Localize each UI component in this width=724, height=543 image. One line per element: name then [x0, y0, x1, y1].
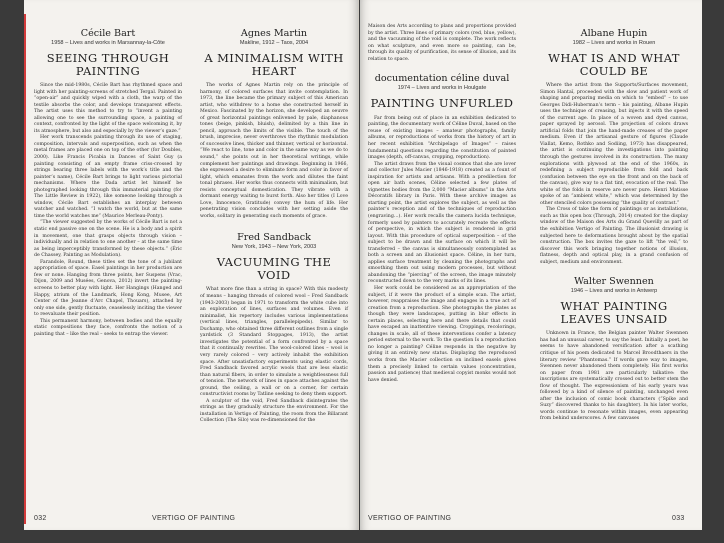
section-heading: WHAT PAINTING LEAVES UNSAID: [560, 299, 668, 326]
body-text: [34, 83, 182, 338]
section-heading: SEEING THROUGH PAINTING: [46, 51, 170, 78]
column-celine-duval: [368, 24, 516, 384]
paragraph: “The viewer suggested by the works of Cécile Bart is not a static end passive one on the scene. He is a body and a spirit in movement, one that grasps objects through vision – individually and in relation to one another – at the same time as being imperceptibly transformed by these objects.” (Éric de Chassey, Painting as Modulation).: [34, 220, 182, 259]
running-title: VERTIGO OF PAINTING: [368, 515, 452, 522]
body-text: [200, 287, 348, 424]
paragraph: The Cross of take the form of paintings or as installations, such as this open box (Through, 2014) created for the display window of the Maison des Arts du Grand Quevilly as part of the exhibition Vertigo of Painting. The illusionist drawing is subjected here to deformations brought about by the spatial construction. The box invites the gaze to lift “the veil,” to discover this work bringing together notions of illusion, flatness, depth and optical play, in a grand confusion of subject, medium and environment.: [540, 207, 688, 265]
column-agnes-martin: [200, 28, 348, 425]
left-page: [24, 0, 359, 530]
paragraph: Farandole, Round, these titles set the tone of a jubilant appropriation of space. Easel paintings in her production are few or none. Hanging from three points, her Suspens (Vrac, Dijon, 2009 and Musées, Genova, 2012) invert the painting-screens to better play with light. Her Hangings (Hanged and Happy, atrium of the Landmark, Hong Kong, Musee, Art Center of the Jeanne d’Arc Chapel, Thouars), attached by only one side, gently fluctuate, ceaselessly inciting the viewer to reevaluate their position.: [34, 259, 182, 318]
body-text: [540, 83, 688, 266]
running-title: VERTIGO OF PAINTING: [152, 515, 236, 522]
paragraph: What more fine than a string in space? With this modesty of means – hanging threads of colored wool – Fred Sandback (1943-2003) began in 1971 to transform the white cube into an exploration of lines, surfaces and volumes. Even if minimalist, his repertory includes various implementations (vertical lines, triangles, parallelepipeds). Similar to Duchamp, who obtained three different outlines from a single yardstick (3 Standard Stoppages, 1913), the artist investigates the potential of a form confronted by a space that it continually rewrites. The wool-colored lines – wool is very rarely colored – very actively inhabit the exhibition space. After unsatisfactory experiments using elastic cords, Fred Sandback favored acrylic wools that are less elastic than natural fibers, in order to simulate a weightlessness full of tension. The network of lines in space attaches against the ground, the ceiling, a wall or on a corner, for certain constructivist rooms by Tatline seeking to deny them support.: [200, 287, 348, 398]
paragraph: A sculptor of the void, Fred Sandback disintegrates the strings as they gradually structure the environment. For the installation in Vertigo of Painting, the room from the Billarant Collection (The Silo) was re-dimensioned for the: [200, 398, 348, 424]
body-text: [540, 331, 688, 423]
paragraph: Where the artist from the Supports/Surfaces movement, Simon Hantaï, proceeded with the slow and patient work of shaping and preparing media on which to “embed” – to use Georges Didi-Huberman’s term – his painting, Albane Hupin uses the technique of creasing, but injects it with the speed of the current age. In place of a woven and dyed canvas, paper sprayed by aerosol. The projection of colors draws artificial folds that join the hand-made creases of the paper medium. Even if the artisanal gesture of figures (Claude Viallat, Kemo, Rothko and Sodiing, 1973) has disappeared, the artist is continuing the investigations into painting through the gestures involved in its construction. The many explorations with plywood at the end of the 1960s, in redefining a subject reproducible from fold and back (confusion between the eye on the front and on the back of the canvas), give way to a flat tint, evocation of the real. The white of the folds in reserve are never pure. Henri Matisse spoke of an “ambient white,” which was determined by the other stenciled colors possessing “the quality of contrast.”: [540, 83, 688, 206]
artist-name: Albane Hupin: [580, 28, 648, 39]
artist-name: Agnes Martin: [240, 28, 308, 39]
right-page: [360, 0, 702, 530]
artist-dates: 1958 – Lives and works in Marsannay-la-Côte: [51, 40, 165, 46]
section-heading: VACUUMING THE VOID: [216, 255, 332, 282]
column-cecile-bart: [34, 28, 182, 338]
paragraph: Since the mid-1980s, Cécile Bart has rhythmed space and light with her painting-screens of stretched Tergal. Painted in “open-air” and quickly wiped with a cloth, the warp of the textile absorbs the color, and develops transparent effects. The artist uses this method to try to “invent a painting allowing one to see the surrounding space, a painting of context, confronted by the light of the space welcoming it, by its atmosphere, but also and especially by the viewer’s gaze.”: [34, 83, 182, 134]
paragraph: Unknown in France, the Belgian painter Walter Swennen has had an unusual career, to say the least. Initially a poet, he seems to have abandoned versification after a scathing critique of his poem dedicated to Marcel Broodthaers in the literary review “Phantomas.” If words gave way to images, Swennen never abandoned them completely. His first works on paper from 1981 are particularly talkative: the inscriptions are systematically crossed out to better stem the flow of thought. The expressionism of his early years was followed by a kind of silence of painting, unchanged even after the inclusion of comic book characters (“Spike and Suzy” discovered thanks to his daughter). In his later works, words continue to resonate within images, even appearing from behind underscores. A few canvases: [540, 331, 688, 422]
body-text: [200, 83, 348, 220]
paragraph: Her work could be considered as an appropriation of the subject, if it were the product of a simple scan. The artist, however, reappraises the image and engages in a true act of creation from a reproduction. She photographs the plates as though they were landscapes, putting in blur effects in certain places, selecting here and there details that could have escaped an inattentive viewing. Croppings, recolorings, changes in scale, all of these interventions confer a latency period external to the work. To the question Is a reproduction no longer a painting? Céline responds in the negative by giving it an entirely new status. Displaying the reproduced works from the Macier collection on inclined easels gives them a precisely linked to certain values (concentration, passion and patience) that medieval copyist monks would not have denied.: [368, 286, 516, 383]
page-number: 033: [672, 515, 685, 522]
section-heading: WHAT IS AND WHAT COULD BE: [548, 51, 680, 78]
paragraph: Her work transcends painting through its use of staging, composition, intervals and superposition, such as when the metal frames are placed one on top of the other (for Doubles, 2000). Like Francis Picabia in Dances of Saint Guy (a painting consisting of an empty frame criss-crossed by strings bearing three labels with the work’s title and the painter’s name), Cécile Bart brings to light various pictorial mechanisms. Where the Dada artist let himself be photographed looking through this immaterial painting (for The Little Review in 1922), like someone looking through a window, Cécile Bart establishes an interplay between watcher and watched. “I watch the world, but at the same time the world watches me” (Maurice Merleau-Ponty).: [34, 135, 182, 219]
artist-dates: 1982 – Lives and works in Rouen: [572, 40, 656, 46]
artist-name: Walter Swennen: [574, 276, 654, 288]
section-heading: PAINTING UNFURLED: [370, 96, 514, 111]
artist-dates: 1946 – Lives and works in Antwerp: [570, 288, 658, 295]
section-heading: A MINIMALISM WITH HEART: [204, 51, 344, 78]
artist-dates: 1974 – Lives and works in Houlgate: [397, 85, 487, 92]
column-albane-hupin: [540, 28, 688, 423]
red-margin-line: [24, 14, 26, 524]
artist-name: documentation céline duval: [374, 73, 510, 85]
paragraph: Far from being out of place in an exhibition dedicated to painting, the documentary work of Céline Duval, based on the reuse of existing images – amateur photographs, family albums, or reproductions of works from the history of art in her recent exhibition “Archipelago of Images” – raises fundamental questions regarding the constitution of painted images (depth, off-canvas, cropping, reproduction).: [368, 115, 516, 161]
artist-dates: New York, 1943 – New York, 2003: [231, 244, 317, 251]
artist-name: Cécile Bart: [80, 28, 136, 39]
paragraph: Maison des Arts according to plans and proportions provided by the artist. Three lines of primary colors (red, blue, yellow), and the vacuuming of the void is complete. The work reflects on what sculpture, and even more so painting, can be, through its quality of purification, its sense of illusion, and its relation to space.: [368, 24, 516, 62]
body-text: [368, 24, 516, 63]
body-text: [368, 116, 516, 384]
paragraph: This permanent harmony, between bodies and the equally static compositions they face, confronts the notion of a painting that – like the real – seeks to entrap the viewer.: [34, 318, 182, 337]
artist-dates: Makline, 1912 – Taos, 2004: [239, 40, 309, 46]
artist-name: Fred Sandback: [237, 232, 311, 244]
paragraph: The works of Agnes Martin rely on the principle of harmony, of colored surfaces that invite contemplation. In 1973, the line became the primary subject of this American artist, who withdrew to a home she constructed herself in Mexico. Fascinated by the horizon, she developed an oeuvre of great horizontal paintings enlivened by pale, diaphanous tones (beige, pinkish, bluish), delimited by a thin line in pencil, approach the limits of the visible. The touch of the brush, imprecise, never overthrows the rhythmic modulation of successive lines, thicker and thinner, vertical or horizontal. “We react to line, tone and color in the same way as we do to sound,” she points out in her theoretical writings, while complement her paintings and drawings. Beginning in 1966, she expressed a desire to eliminate form and color in favor of light, which emanates from the work and dilutes the faint tonal phrases. Her works thus connects with minimalism, but resists conceptual domestication. They vibrate with a dormant energy waiting to burst forth. Also her titles (I Love Love, Innocence, Gratitude) convey the hum of life. Her penetrating vision concludes with her setting aside the works, solitary in generating such moments of grace.: [200, 83, 348, 219]
page-number: 032: [34, 515, 47, 522]
paragraph: The artist draws from the visual cosmos that she are lover and collector Jules Macier (1846-1918) created as a fount of inspiration for artists and artisans. With a predilection for open air bath scenes, Céline selected a few plates of vignettes bodies from the 2,000 “Macier albums” in the Arts Décoratifs library in Paris. With these archive images as starting point, the artist explores the subject, as well as the painter’s reception and of the techniques of reproduction (engraving…). Her work recalls the camera lucida technique, formerly used by painters to accurately recreate the effects of perspective, in which the subject is rendered in grid layout. With this procedure of optical superposition – of the subject to be drawn and the surface on which it will be transferred – the canvas is simultaneously contemplated as both a screen and an illusionist space. Céline, in her turn, applies surface treatment by cleaning the photographs and smoothing them out using modern processes, but without abandoning the “piercing” of the screen, the image minutely reconstructed down to the very marks of its lines.: [368, 161, 516, 285]
